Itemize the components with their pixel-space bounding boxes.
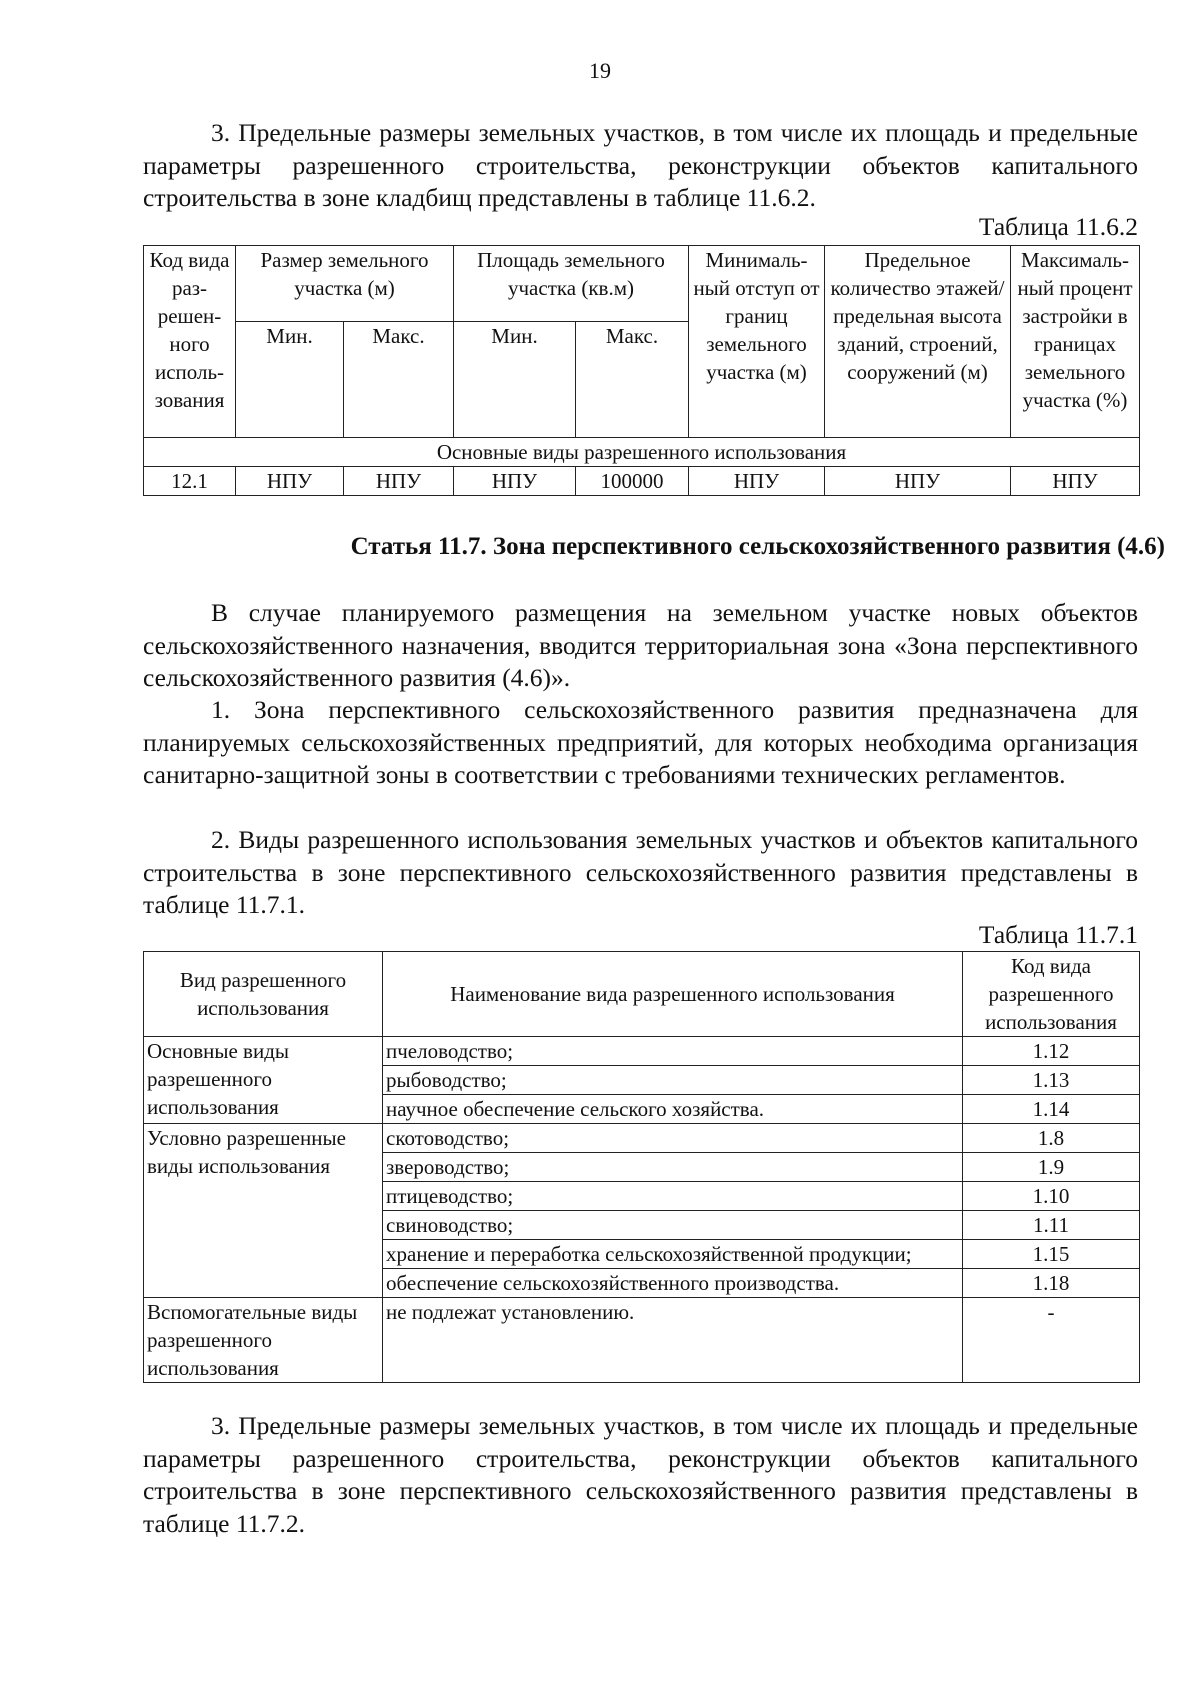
header-floors: Предельное количество этажей/ предельная высота зданий, строений, сооружений (м) [825, 246, 1011, 438]
use-name: хранение и переработка сельскохозяйственной продукции; [383, 1240, 963, 1269]
table-11-7-1 [143, 951, 1140, 1383]
group-label-conditional: Условно разрешенные виды использования [144, 1124, 383, 1298]
header-code: Код вида раз- решен- ного исполь- зования [144, 246, 236, 438]
use-code: 1.15 [963, 1240, 1140, 1269]
paragraph-uses-reference: 2. Виды разрешенного использования земельных участков и объектов капитального строительства в зоне перспективного сельскохозяйственного развития представлены в таблице 11.7.1. [143, 825, 1138, 919]
use-code: 1.8 [963, 1124, 1140, 1153]
paragraph-intro: В случае планируемого размещения на земельном участке новых объектов сельскохозяйственного назначения, вводится территориальная зона «Зона перспективного сельскохозяйственного развития (4.6)». [143, 598, 1138, 692]
header-min-offset: Минималь- ный отступ от границ земельного участка (м) [689, 246, 825, 438]
group-label-auxiliary: Вспомогательные виды разрешенного использования [144, 1298, 383, 1383]
cell-code: 12.1 [144, 467, 236, 496]
cell-floors: НПУ [825, 467, 1011, 496]
use-name: свиноводство; [383, 1211, 963, 1240]
use-name: рыбоводство; [383, 1066, 963, 1095]
cell-area-min: НПУ [454, 467, 576, 496]
use-code: 1.10 [963, 1182, 1140, 1211]
header-area: Площадь земельного участка (кв.м) [454, 246, 689, 322]
cell-area-max: 100000 [576, 467, 689, 496]
table-11-6-2-caption: Таблица 11.6.2 [978, 212, 1138, 241]
paragraph-limits-reference: 3. Предельные размеры земельных участков, в том числе их площадь и предельные параметры разрешенного строительства, реконструкции объектов капитального строительства в зоне перспективного сельскохозяйственного развития представлены в таблице 11.7.2. [143, 1411, 1138, 1538]
cell-max-percent: НПУ [1011, 467, 1140, 496]
use-code: 1.11 [963, 1211, 1140, 1240]
header-max-percent: Максималь- ный процент застройки в границах земельного участка (%) [1011, 246, 1140, 438]
cell-size-max: НПУ [344, 467, 454, 496]
use-name: звероводство; [383, 1153, 963, 1182]
header-use-type: Вид разрешенного использования [144, 952, 383, 1037]
use-name: не подлежат установлению. [383, 1298, 963, 1383]
header-size-min: Мин. [236, 322, 344, 438]
header-area-min: Мин. [454, 322, 576, 438]
use-code: 1.12 [963, 1037, 1140, 1066]
header-use-name: Наименование вида разрешенного использования [383, 952, 963, 1037]
use-code: 1.14 [963, 1095, 1140, 1124]
use-name: обеспечение сельскохозяйственного производства. [383, 1269, 963, 1298]
use-code: 1.18 [963, 1269, 1140, 1298]
header-size-max: Макс. [344, 322, 454, 438]
use-name: птицеводство; [383, 1182, 963, 1211]
header-area-max: Макс. [576, 322, 689, 438]
use-code: 1.13 [963, 1066, 1140, 1095]
table-11-7-1-caption: Таблица 11.7.1 [978, 920, 1138, 949]
header-use-code: Код вида разрешенного использования [963, 952, 1140, 1037]
cell-size-min: НПУ [236, 467, 344, 496]
use-name: пчеловодство; [383, 1037, 963, 1066]
use-code: - [963, 1298, 1140, 1383]
article-heading: Статья 11.7. Зона перспективного сельскохозяйственного развития (4.6) [350, 533, 1165, 560]
header-size: Размер земельного участка (м) [236, 246, 454, 322]
page-number: 19 [589, 58, 611, 83]
paragraph-table-reference: 3. Предельные размеры земельных участков, в том числе их площадь и предельные параметры разрешенного строительства, реконструкции объектов капитального строительства в зоне кладбищ представлены в таблице 11.6.2. [143, 118, 1138, 212]
cell-min-offset: НПУ [689, 467, 825, 496]
group-label-main: Основные виды разрешенного использования [144, 1037, 383, 1124]
use-code: 1.9 [963, 1153, 1140, 1182]
use-name: скотоводство; [383, 1124, 963, 1153]
paragraph-zone-purpose: 1. Зона перспективного сельскохозяйственного развития предназначена для планируемых сельскохозяйственных предприятий, для которых необходима организация санитарно-защитной зоны в соответствии с требованиями технических регламентов. [143, 695, 1138, 789]
use-name: научное обеспечение сельского хозяйства. [383, 1095, 963, 1124]
table-11-6-2 [143, 245, 1140, 496]
section-main-uses: Основные виды разрешенного использования [144, 438, 1140, 467]
